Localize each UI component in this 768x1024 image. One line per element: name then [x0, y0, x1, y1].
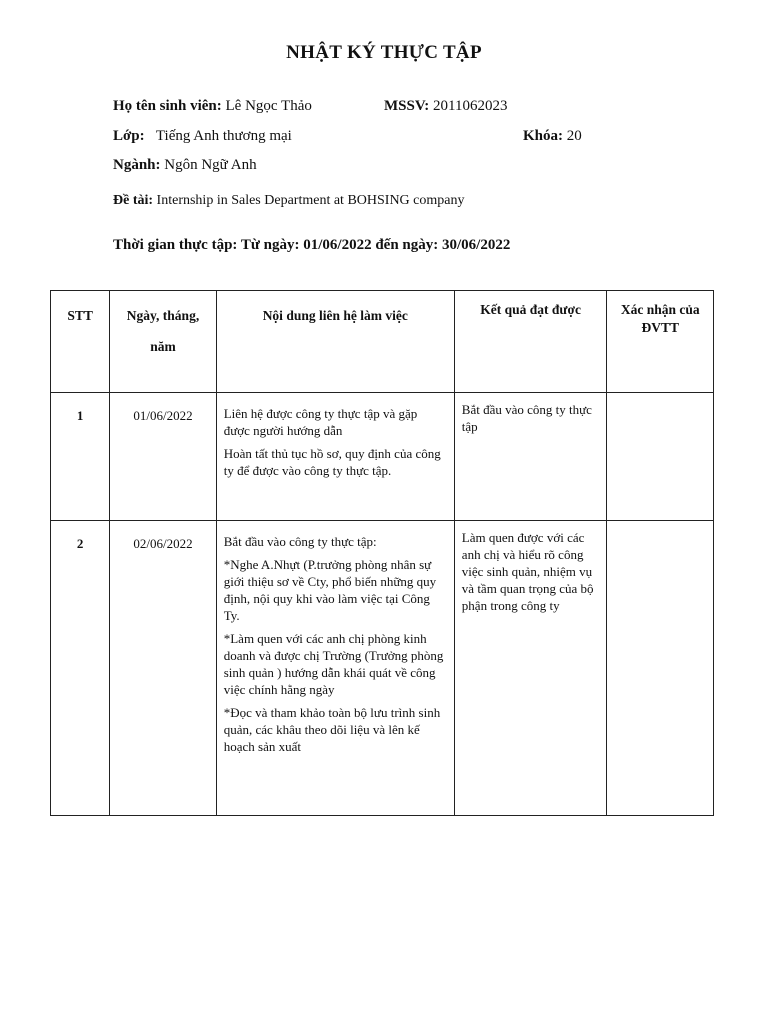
- table-row: [51, 393, 714, 521]
- course-label: Khóa:: [523, 128, 564, 144]
- topic-label: Đề tài:: [113, 193, 154, 208]
- header-result: Kết quả đạt được: [454, 291, 607, 393]
- row-content: [216, 521, 454, 816]
- header-content: Nội dung liên hệ làm việc: [216, 291, 454, 393]
- row-confirm: [607, 521, 714, 816]
- row-date: 02/06/2022: [110, 521, 216, 816]
- course-line: [523, 128, 582, 145]
- class-value: Tiếng Anh thương mại: [155, 128, 292, 144]
- major-label: Ngành:: [113, 157, 161, 173]
- class-line: [113, 128, 292, 145]
- major-line: [113, 157, 257, 174]
- table-row: [51, 521, 714, 816]
- row-result: Bắt đầu vào công ty thực tập: [454, 393, 607, 521]
- internship-period: Thời gian thực tập: Từ ngày: 01/06/2022 đến ngày: 30/06/2022: [113, 237, 511, 253]
- row-confirm: [607, 393, 714, 521]
- header-date: Ngày, tháng, năm: [110, 291, 216, 393]
- header-confirm: Xác nhận của ĐVTT: [607, 291, 714, 393]
- internship-log-table: [50, 290, 714, 816]
- student-id-line: [384, 98, 508, 115]
- table-header-row: [51, 291, 714, 393]
- row-date: 01/06/2022: [110, 393, 216, 521]
- content-item: Bắt đầu vào công ty thực tập:: [223, 534, 377, 549]
- major-value: Ngôn Ngữ Anh: [164, 157, 257, 173]
- student-id: 2011062023: [433, 98, 508, 114]
- content-item: *Đọc và tham khảo toàn bộ lưu trình sinh quản, các khâu theo dõi liệu và lên kế hoạch sản xuất: [223, 705, 441, 754]
- student-name: Lê Ngọc Thảo: [225, 98, 312, 114]
- row-stt: 1: [51, 393, 110, 521]
- topic-value: Internship in Sales Department at BOHSING company: [156, 193, 465, 208]
- header-stt: STT: [51, 291, 110, 393]
- content-item: Hoàn tất thủ tục hồ sơ, quy định của công ty để được vào công ty thực tập.: [223, 446, 441, 478]
- content-item: *Làm quen với các anh chị phòng kinh doanh và được chị Trường (Trưởng phòng sinh quản ) hướng dẫn khái quát về công việc chính hằng ngày: [223, 631, 444, 697]
- page-title: NHẬT KÝ THỰC TẬP: [286, 42, 482, 63]
- content-item: *Nghe A.Nhựt (P.trưởng phòng nhân sự giới thiệu sơ về Cty, phổ biến những quy định, nội quy khi vào làm việc tại Công Ty.: [223, 557, 437, 623]
- topic-line: [113, 193, 465, 209]
- content-item: Liên hệ được công ty thực tập và gặp được người hướng dẫn: [223, 406, 418, 438]
- row-content: [216, 393, 454, 521]
- student-name-line: [113, 98, 312, 115]
- class-label: Lớp:: [113, 128, 145, 144]
- course-value: 20: [566, 128, 582, 144]
- row-result: Làm quen được với các anh chị và hiểu rõ công việc sinh quản, nhiệm vụ và tầm quan trọng của bộ phận trong công ty: [454, 521, 607, 816]
- student-name-label: Họ tên sinh viên:: [113, 98, 222, 114]
- row-stt: 2: [51, 521, 110, 816]
- student-id-label: MSSV:: [384, 98, 430, 114]
